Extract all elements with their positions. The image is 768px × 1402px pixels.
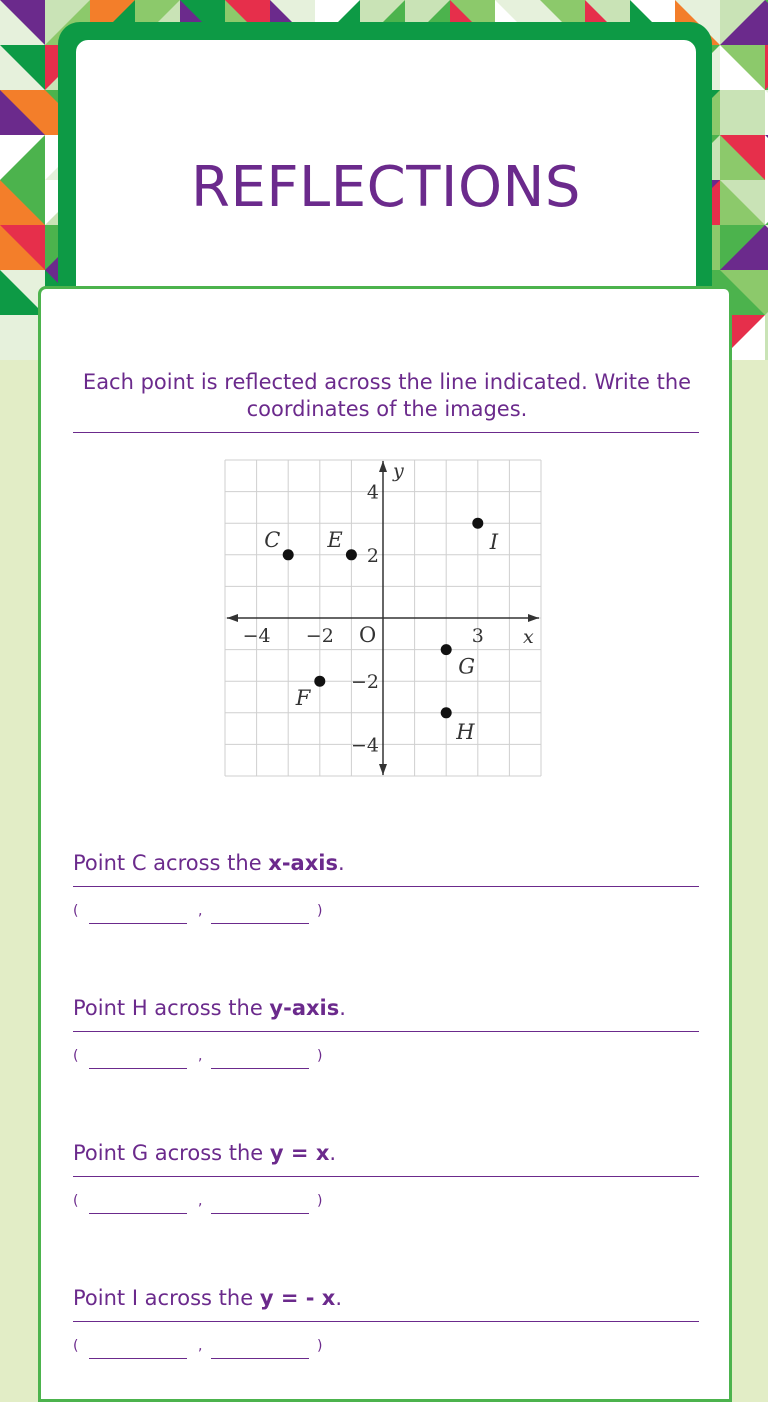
question-prefix: Point C across the [73,851,269,875]
x-answer-blank[interactable] [89,1068,187,1069]
y-answer-blank[interactable] [211,1358,309,1359]
worksheet-panel [38,286,732,1402]
point-label-h: H [456,719,475,744]
answer-coordinates [73,1048,353,1072]
y-axis-label: y [393,460,404,482]
x-axis-label: x [523,626,534,648]
title-card [58,22,712,322]
comma: , [198,1048,203,1064]
question-prefix: Point I across the [73,1286,260,1310]
open-paren: ( [73,1048,79,1064]
point-f [314,676,325,687]
point-label-c: C [264,527,281,552]
open-paren: ( [73,1338,79,1354]
comma: , [198,1193,203,1209]
y-tick-label: 2 [366,544,379,567]
question-label [73,1286,342,1310]
answer-coordinates [73,903,353,927]
y-tick-label: −4 [350,734,379,757]
point-i [472,518,483,529]
point-c [283,549,294,560]
question-label [73,996,346,1020]
point-e [346,549,357,560]
open-paren: ( [73,903,79,919]
close-paren: ) [317,1193,323,1209]
comma: , [198,1338,203,1354]
x-tick-label: 3 [471,625,484,647]
question-suffix: . [335,1286,342,1310]
page-title: REFLECTIONS [191,155,581,220]
comma: , [198,903,203,919]
point-label-f: F [295,686,311,711]
question-divider [73,1176,699,1177]
question-prefix: Point H across the [73,996,270,1020]
question-label [73,851,345,875]
question-divider [73,1321,699,1322]
question-prefix: Point G across the [73,1141,270,1165]
point-label-e: E [327,527,343,552]
answer-coordinates [73,1338,353,1362]
y-answer-blank[interactable] [211,923,309,924]
point-g [441,644,452,655]
reflection-line: y = - x [259,1286,336,1310]
y-tick-label: −2 [350,671,379,694]
point-label-g: G [458,654,475,679]
x-tick-label: −2 [305,625,334,647]
x-answer-blank[interactable] [89,923,187,924]
x-axis-arrow-right [528,614,539,622]
y-tick-label: 4 [366,481,379,504]
coordinate-plane-graph [223,457,543,779]
reflection-line: x-axis [268,851,338,875]
close-paren: ) [317,1048,323,1064]
point-h [441,707,452,718]
close-paren: ) [317,903,323,919]
question-label [73,1141,336,1165]
y-axis-arrow-up [379,461,387,472]
question-suffix: . [337,851,345,875]
point-label-i: I [489,530,499,555]
origin-label: O [359,623,377,647]
question-divider [73,1031,699,1032]
y-axis-arrow-down [379,764,387,775]
question-suffix: . [329,1141,337,1165]
open-paren: ( [73,1193,79,1209]
question-divider [73,886,699,887]
close-paren: ) [317,1338,323,1354]
x-tick-label: −4 [242,625,271,647]
x-answer-blank[interactable] [89,1358,187,1359]
reflection-line: y-axis [269,996,340,1020]
y-answer-blank[interactable] [211,1068,309,1069]
x-axis-arrow-left [227,614,238,622]
instructions-divider [73,432,699,433]
y-answer-blank[interactable] [211,1213,309,1214]
x-answer-blank[interactable] [89,1213,187,1214]
reflection-line: y = x [269,1141,330,1165]
instructions-text: Each point is reflected across the line indicated. Write the coordinates of the images. [82,370,692,421]
answer-coordinates [73,1193,353,1217]
question-suffix: . [339,996,346,1020]
